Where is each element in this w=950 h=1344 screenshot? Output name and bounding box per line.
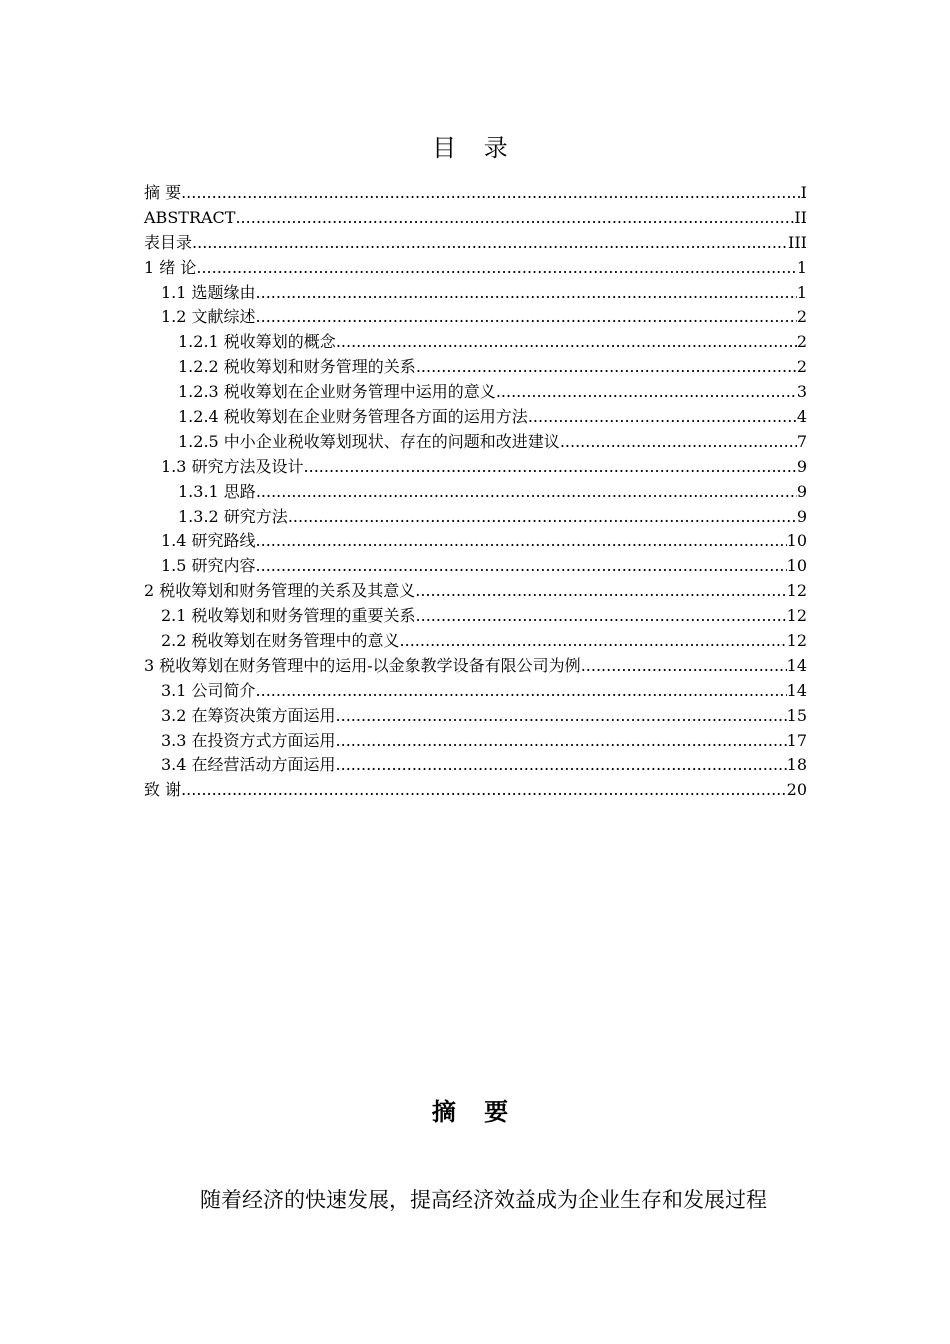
toc-dot-leader <box>192 231 788 256</box>
toc-entry-page: 2 <box>796 307 807 327</box>
toc-entry[interactable] <box>144 679 807 704</box>
toc-dot-leader <box>304 455 797 480</box>
toc-entry-text: 2.2 税收筹划在财务管理中的意义 <box>161 631 400 651</box>
toc-entry-page: 12 <box>786 606 807 626</box>
toc-entry-text: 2 税收筹划和财务管理的关系及其意义 <box>144 581 416 601</box>
toc-dot-leader <box>256 281 797 306</box>
toc-entry-text: 3.3 在投资方式方面运用 <box>161 730 336 750</box>
toc-entry[interactable] <box>144 355 807 380</box>
toc-entry[interactable] <box>144 405 807 430</box>
toc-entry-page: 4 <box>796 407 807 427</box>
toc-entry-page: 2 <box>796 332 807 352</box>
toc-entry-text: 摘 要 <box>144 183 182 202</box>
toc-entry-text: 1.2 文献综述 <box>161 307 256 327</box>
toc-entry-text: 1.2.4 税收筹划在企业财务管理各方面的运用方法 <box>178 407 528 427</box>
toc-entry-text: 3.4 在经营活动方面运用 <box>161 755 336 775</box>
toc-entry[interactable] <box>144 380 807 405</box>
toc-entry-text: 1.5 研究内容 <box>161 556 256 576</box>
abstract-paragraph: 随着经济的快速发展，提高经济效益成为企业生存和发展过程 <box>200 1188 767 1212</box>
toc-entry[interactable] <box>144 430 807 455</box>
toc-dot-leader <box>256 529 787 554</box>
toc-entry-text: 3.2 在筹资决策方面运用 <box>161 705 336 725</box>
toc-entry[interactable] <box>144 579 807 604</box>
toc-dot-leader <box>256 679 787 704</box>
toc-entry-page: 17 <box>786 730 807 750</box>
toc-entry-page: III <box>788 232 807 252</box>
toc-entry-page: 20 <box>786 780 807 800</box>
toc-entry-text: 2.1 税收筹划和财务管理的重要关系 <box>161 606 416 626</box>
toc-dot-leader <box>235 206 794 231</box>
toc-dot-leader <box>560 430 797 455</box>
toc-entry-page: 18 <box>786 755 807 775</box>
toc-entry[interactable] <box>144 778 807 803</box>
toc-entry-text: 1.3 研究方法及设计 <box>161 456 304 476</box>
toc-entry[interactable] <box>144 554 807 579</box>
toc-entry-page: 9 <box>796 481 807 501</box>
toc-entry[interactable] <box>144 729 807 754</box>
toc-entry-text: ABSTRACT <box>144 207 236 227</box>
toc-dot-leader <box>528 405 797 430</box>
toc-dot-leader <box>181 778 787 803</box>
toc-dot-leader <box>336 753 787 778</box>
toc-dot-leader <box>416 604 787 629</box>
toc-entry[interactable] <box>144 604 807 629</box>
toc-entry-page: 12 <box>786 581 807 601</box>
toc-entry[interactable] <box>144 654 807 679</box>
toc-entry-page: 12 <box>786 631 807 651</box>
toc-dot-leader <box>496 380 797 405</box>
toc-entry-text: 1.2.5 中小企业税收筹划现状、存在的问题和改进建议 <box>178 431 560 451</box>
toc-dot-leader <box>256 480 797 505</box>
toc-entry-text: 1.2.3 税收筹划在企业财务管理中运用的意义 <box>178 382 496 402</box>
toc-title: 目 录 <box>432 134 518 162</box>
toc-entry-text: 表目录 <box>144 232 193 252</box>
toc-entry-page: 15 <box>786 705 807 725</box>
toc-entry-text: 1.3.1 思路 <box>178 481 256 501</box>
toc-entry-text: 致 谢 <box>144 780 182 800</box>
toc-entry-text: 3 税收筹划在财务管理中的运用-以金象教学设备有限公司为例 <box>144 655 581 675</box>
toc-entry-page: 1 <box>796 282 807 302</box>
toc-dot-leader <box>196 256 796 281</box>
toc-entry-page: 2 <box>796 357 807 377</box>
toc-entry[interactable] <box>144 529 807 554</box>
toc-dot-leader <box>256 305 797 330</box>
toc-dot-leader <box>288 505 797 530</box>
toc-dot-leader <box>415 579 786 604</box>
toc-dot-leader <box>581 654 787 679</box>
toc-entry-page: I <box>800 183 807 202</box>
toc-dot-leader <box>256 554 787 579</box>
toc-entry[interactable] <box>144 330 807 355</box>
toc-entry-page: 3 <box>796 382 807 402</box>
toc-entry[interactable] <box>144 704 807 729</box>
toc-entry[interactable] <box>144 281 807 306</box>
toc-entry[interactable] <box>144 256 807 281</box>
toc-entry[interactable] <box>144 181 807 206</box>
toc-dot-leader <box>336 729 787 754</box>
toc-entry[interactable] <box>144 753 807 778</box>
toc-entry-page: 10 <box>786 556 807 576</box>
toc-dot-leader <box>400 629 787 654</box>
toc-dot-leader <box>181 181 801 206</box>
toc-entry-page: 7 <box>796 431 807 451</box>
toc-entry-text: 3.1 公司简介 <box>161 680 256 700</box>
toc-entry-page: 10 <box>786 531 807 551</box>
toc-entry-text: 1.2.1 税收筹划的概念 <box>178 332 336 352</box>
toc-entry-text: 1.2.2 税收筹划和财务管理的关系 <box>178 357 416 377</box>
toc-entry[interactable] <box>144 305 807 330</box>
toc-dot-leader <box>336 330 797 355</box>
toc-entry-text: 1.3.2 研究方法 <box>178 506 288 526</box>
table-of-contents <box>144 181 807 803</box>
toc-entry-page: II <box>794 207 807 227</box>
toc-entry[interactable] <box>144 629 807 654</box>
toc-entry[interactable] <box>144 206 807 231</box>
toc-entry-text: 1.1 选题缘由 <box>161 282 256 302</box>
toc-entry-page: 9 <box>796 456 807 476</box>
toc-dot-leader <box>336 704 787 729</box>
toc-entry[interactable] <box>144 455 807 480</box>
toc-entry-page: 14 <box>786 655 807 675</box>
toc-entry-page: 14 <box>786 680 807 700</box>
toc-entry[interactable] <box>144 505 807 530</box>
toc-entry-text: 1.4 研究路线 <box>161 531 256 551</box>
toc-entry-page: 1 <box>796 257 807 277</box>
toc-entry-page: 9 <box>796 506 807 526</box>
abstract-title: 摘 要 <box>431 1097 519 1126</box>
toc-entry[interactable] <box>144 480 807 505</box>
toc-entry[interactable] <box>144 231 807 256</box>
toc-entry-text: 1 绪 论 <box>144 257 197 277</box>
toc-dot-leader <box>416 355 797 380</box>
